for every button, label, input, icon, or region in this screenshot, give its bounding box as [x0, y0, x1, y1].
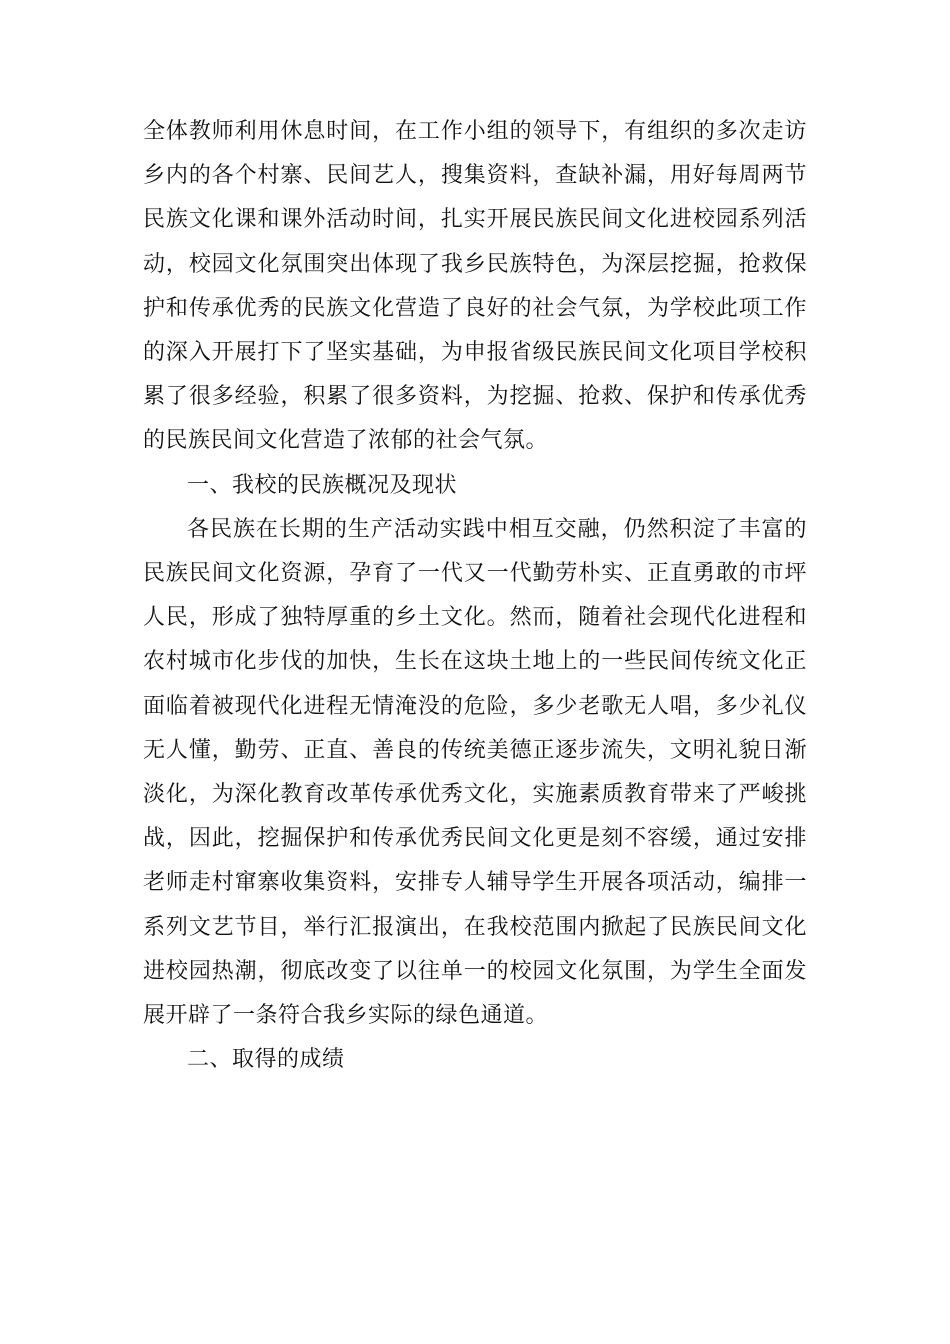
document-page — [143, 110, 807, 1082]
section-heading-1: 一、我校的民族概况及现状 — [187, 472, 458, 498]
body-paragraph-1: 全体教师利用休息时间，在工作小组的领导下，有组织的多次走访乡内的各个村寨、民间艺人，搜集资料，查缺补漏，用好每周两节民族文化课和课外活动时间，扎实开展民族民间文化进校园系列活动，校园文化氛围突出体现了我乡民族特色，为深层挖掘，抢救保护和传承优秀的民族文化营造了良好的社会气氛，为学校此项工作的深入开展打下了坚实基础，为申报省级民族民间文化项目学校积累了很多经验，积累了很多资料，为挖掘、抢救、保护和传承优秀的民族民间文化营造了浓郁的社会气氛。 — [143, 119, 807, 454]
body-paragraph-2: 各民族在长期的生产活动实践中相互交融，仍然积淀了丰富的民族民间文化资源，孕育了一代又一代勤劳朴实、正直勇敢的市坪人民，形成了独特厚重的乡土文化。然而，随着社会现代化进程和农村城市化步伐的加快，生长在这块土地上的一些民间传统文化正面临着被现代化进程无情淹没的危险，多少老歌无人唱，多少礼仪无人懂，勤劳、正直、善良的传统美德正逐步流失，文明礼貌日渐淡化，为深化教育改革传承优秀文化，实施素质教育带来了严峻挑战，因此，挖掘保护和传承优秀民间文化更是刻不容缓，通过安排老师走村窜寨收集资料，安排专人辅导学生开展各项活动，编排一系列文艺节目，举行汇报演出，在我校范围内掀起了民族民间文化进校园热潮，彻底改变了以往单一的校园文化氛围，为学生全面发展开辟了一条符合我乡实际的绿色通道。 — [143, 516, 807, 1029]
section-heading-2: 二、取得的成绩 — [187, 1047, 345, 1073]
